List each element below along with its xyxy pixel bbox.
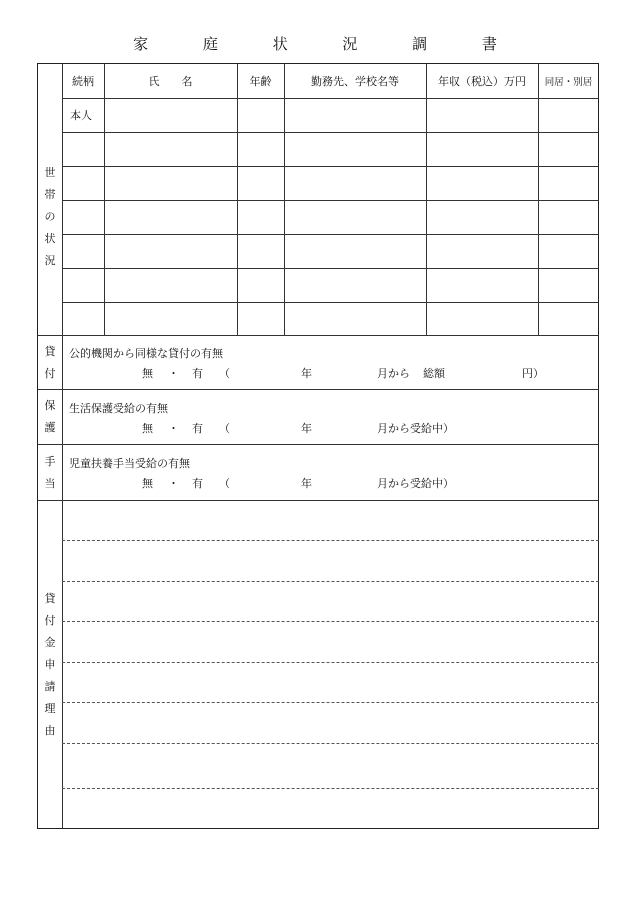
side-char: 貸 bbox=[44, 344, 56, 358]
page-title: 家 庭 状 況 調 書 bbox=[133, 35, 522, 53]
loan-none[interactable]: 無 bbox=[142, 367, 153, 380]
loan-yen-close: 円） bbox=[522, 367, 544, 380]
side-char: 金 bbox=[44, 636, 56, 649]
header-workplace: 勤務先、学校名等 bbox=[311, 75, 399, 88]
reason-side-label bbox=[38, 501, 62, 829]
side-char: 請 bbox=[44, 680, 56, 693]
side-char: 当 bbox=[44, 476, 56, 490]
loan-side-label bbox=[38, 336, 62, 389]
side-char: の bbox=[44, 209, 56, 223]
section-divider bbox=[38, 444, 599, 445]
welfare-side-label bbox=[38, 390, 62, 444]
welfare-yes[interactable]: 有 bbox=[192, 422, 203, 435]
header-age: 年齢 bbox=[249, 75, 272, 88]
loan-paren-open: （ bbox=[219, 367, 230, 380]
side-char: 理 bbox=[44, 702, 56, 715]
side-char: 状 bbox=[44, 231, 56, 245]
side-char: 護 bbox=[44, 421, 56, 434]
allowance-year: 年 bbox=[301, 477, 312, 490]
household-input-cell[interactable] bbox=[104, 132, 237, 166]
allowance-paren-open: （ bbox=[219, 477, 230, 490]
loan-yes[interactable]: 有 bbox=[192, 367, 203, 380]
allowance-none[interactable]: 無 bbox=[142, 477, 153, 490]
section-divider bbox=[38, 389, 599, 390]
welfare-none[interactable]: 無 bbox=[142, 422, 153, 435]
household-survey-form bbox=[37, 63, 599, 829]
allowance-yes[interactable]: 有 bbox=[192, 477, 203, 490]
side-char: 手 bbox=[44, 454, 56, 468]
loan-total: 総額 bbox=[423, 367, 445, 380]
household-input-cell[interactable] bbox=[104, 200, 237, 234]
side-char: 帯 bbox=[44, 187, 56, 201]
side-char: 世 bbox=[44, 165, 56, 179]
household-side-label bbox=[38, 98, 62, 335]
header-cohabit: 同居・別居 bbox=[544, 77, 593, 88]
welfare-year: 年 bbox=[301, 422, 312, 435]
side-char: 付 bbox=[44, 614, 56, 627]
side-char: 由 bbox=[44, 724, 56, 737]
side-char: 貸 bbox=[44, 592, 56, 605]
allowance-dot: ・ bbox=[168, 477, 179, 490]
household-input-cell[interactable] bbox=[104, 166, 237, 200]
section-divider bbox=[38, 335, 599, 336]
row-relation-self: 本人 bbox=[70, 109, 92, 122]
welfare-from: 月から受給中） bbox=[377, 422, 454, 435]
header-relation: 続柄 bbox=[72, 75, 94, 88]
loan-year: 年 bbox=[301, 367, 312, 380]
side-char: 付 bbox=[44, 366, 56, 380]
header-income: 年収（税込）万円 bbox=[438, 75, 526, 88]
welfare-question: 生活保護受給の有無 bbox=[69, 402, 168, 415]
household-input-cell[interactable] bbox=[104, 234, 237, 268]
household-input-cell[interactable] bbox=[104, 302, 237, 335]
welfare-paren-open: （ bbox=[219, 422, 230, 435]
side-char: 況 bbox=[44, 253, 56, 267]
loan-dot: ・ bbox=[168, 367, 179, 380]
household-input-cell[interactable] bbox=[104, 98, 237, 132]
loan-from: 月から bbox=[377, 367, 410, 380]
allowance-question: 児童扶養手当受給の有無 bbox=[69, 457, 190, 470]
loan-question: 公的機関から同様な貸付の有無 bbox=[69, 347, 223, 360]
allowance-side-label bbox=[38, 445, 62, 500]
allowance-from: 月から受給中） bbox=[377, 477, 454, 490]
welfare-dot: ・ bbox=[168, 422, 179, 435]
household-input-cell[interactable] bbox=[104, 268, 237, 302]
side-char: 申 bbox=[44, 658, 56, 671]
header-name: 氏 名 bbox=[148, 75, 193, 88]
reason-input-area[interactable] bbox=[63, 501, 599, 828]
side-char: 保 bbox=[44, 399, 56, 412]
